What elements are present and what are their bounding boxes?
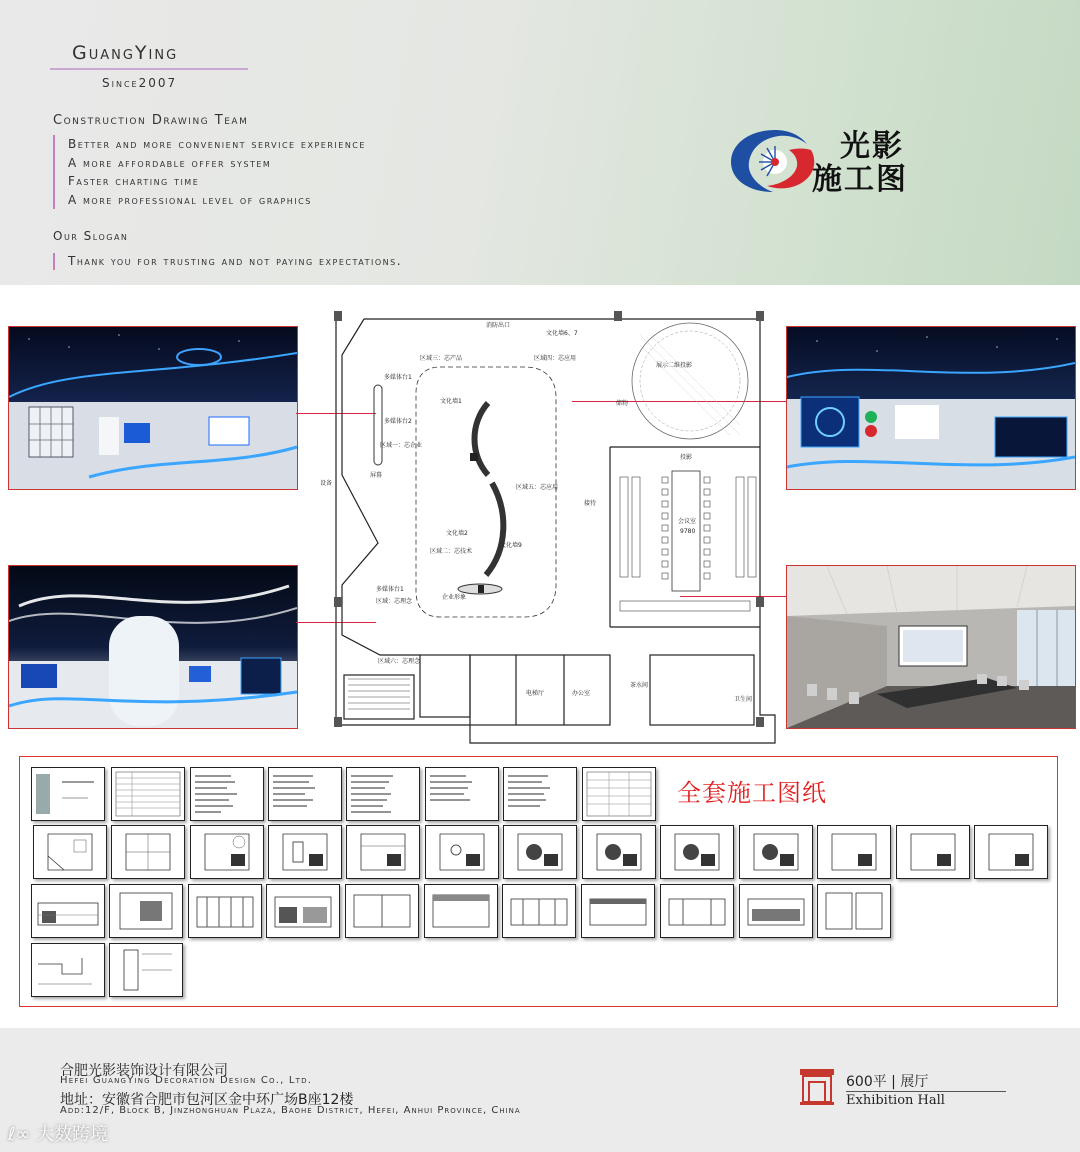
drawing-thumbnail <box>109 943 183 997</box>
drawing-thumbnail <box>581 884 655 938</box>
label-elevator: 电梯厅 <box>526 690 545 697</box>
label-area2: 区域二：芯技术 <box>430 548 473 555</box>
drawing-thumbnail <box>188 884 262 938</box>
label-toilet: 卫生间 <box>734 696 753 703</box>
drawing-thumbnail <box>31 767 105 821</box>
drawing-thumbnail <box>346 767 420 821</box>
meeting-room-render <box>786 565 1076 729</box>
exhibition-hall-render-1 <box>8 326 298 490</box>
label-reception: 接待 <box>584 500 597 507</box>
drawing-thumbnail <box>660 825 734 879</box>
label-area5: 区域五：芯应用 <box>516 484 559 491</box>
label-fire-exit: 消防出口 <box>486 322 511 329</box>
exhibition-hall-render-2 <box>786 326 1076 490</box>
drawing-thumbnail <box>582 767 656 821</box>
drawing-thumbnail <box>109 884 183 938</box>
label-office: 办公室 <box>572 690 591 697</box>
label-culture2: 文化墙2 <box>446 530 468 537</box>
drawing-thumbnail <box>111 767 185 821</box>
drawing-thumbnail <box>425 825 499 879</box>
drawing-thumbnail <box>582 825 656 879</box>
drawing-thumbnail <box>33 825 107 879</box>
drawing-thumbnail <box>268 825 342 879</box>
label-area-logo: 区域：芯理念 <box>376 598 413 605</box>
drawing-thumbnail <box>503 825 577 879</box>
label-storage: 储物 <box>616 400 629 407</box>
label-multimedia1: 多媒体台1 <box>384 374 412 381</box>
drawing-thumbnail <box>266 884 340 938</box>
label-enterprise-wall: 企业形象 <box>442 594 467 601</box>
address-en: Add:12/F, Block B, Jinzhonghuan Plaza, Baohe District, Hefei, Anhui Province, China <box>60 1105 521 1116</box>
feature-item: Faster charting time <box>68 174 200 189</box>
logo-swirl-icon <box>727 124 823 196</box>
drawing-thumbnail <box>817 884 891 938</box>
watermark-text: 大数跨境 <box>36 1124 109 1145</box>
area-size: 600平 <box>846 1074 887 1090</box>
logo-line-1: 光影 <box>840 129 904 164</box>
label-culture9: 文化墙9 <box>500 542 522 549</box>
drawing-thumbnail <box>896 825 970 879</box>
company-name-cn: 合肥光影装饰设计有限公司 <box>60 1063 228 1079</box>
label-area3: 区域三：芯产品 <box>420 355 463 362</box>
brand-name: GuangYing <box>72 42 179 64</box>
label-multimedia-lower: 多媒体台1 <box>376 586 404 593</box>
slogan-text: Thank you for trusting and not paying expectations. <box>53 253 402 270</box>
venue-type: 展厅 <box>900 1074 929 1090</box>
label-multimedia2: 多媒体台2 <box>384 418 412 425</box>
label-screen: 屏幕 <box>370 472 383 479</box>
feature-item: A more affordable offer system <box>68 155 272 170</box>
label-meeting: 会议室 <box>678 518 697 525</box>
feature-item: A more professional level of graphics <box>68 192 312 207</box>
drawing-thumbnail <box>31 884 105 938</box>
drawing-thumbnail <box>268 767 342 821</box>
label-projection: 投影 <box>680 454 693 461</box>
drawing-thumbnail <box>424 884 498 938</box>
label-lobby: 设备 <box>320 480 333 487</box>
address-cn: 地址：安徽省合肥市包河区金中环广场B座12楼 <box>60 1092 354 1108</box>
exhibition-hall-render-3 <box>8 565 298 729</box>
feature-item: Better and more convenient service experience <box>68 137 366 151</box>
drawing-thumbnail <box>739 825 813 879</box>
label-tea: 茶水间 <box>630 682 649 689</box>
area-type-label: 600平 | 展厅 <box>846 1074 929 1090</box>
drawing-thumbnail <box>190 825 264 879</box>
feature-list <box>53 135 366 209</box>
slogan-title: Our Slogan <box>53 229 129 243</box>
drawing-thumbnail <box>817 825 891 879</box>
label-culture-67: 文化墙6、7 <box>546 330 578 337</box>
drawing-thumbnail <box>190 767 264 821</box>
drawing-thumbnail <box>345 884 419 938</box>
label-area4: 区域四：芯应用 <box>534 355 577 362</box>
drawing-thumbnail <box>660 884 734 938</box>
floor-plan <box>320 305 780 745</box>
team-title: Construction Drawing Team <box>53 113 249 128</box>
drawing-set-title: 全套施工图纸 <box>677 779 827 807</box>
exhibition-building-icon <box>799 1068 835 1106</box>
venue-type-en: Exhibition Hall <box>846 1093 945 1108</box>
brand-divider <box>50 68 248 70</box>
area-divider <box>846 1091 1006 1092</box>
label-area6: 区域六：芯理念 <box>378 658 421 665</box>
logo-line-2: 施工图 <box>812 162 908 197</box>
label-meeting-size: 9780 <box>680 528 696 535</box>
watermark: ℓ∞ 大数跨境 <box>8 1124 109 1145</box>
logo-wordmark <box>812 130 942 196</box>
drawing-thumbnail <box>502 884 576 938</box>
label-holo: 展示二维投影 <box>656 362 693 369</box>
drawing-thumbnail <box>503 767 577 821</box>
drawing-thumbnail <box>974 825 1048 879</box>
drawing-thumbnail <box>31 943 105 997</box>
company-name-en: Hefei GuangYing Decoration Design Co., Ltd. <box>60 1075 313 1086</box>
drawing-thumbnail <box>739 884 813 938</box>
brand-since: Since2007 <box>102 76 178 90</box>
label-area1: 区域一：芯企业 <box>380 442 423 449</box>
drawing-thumbnail <box>346 825 420 879</box>
drawing-thumbnail <box>111 825 185 879</box>
drawing-thumbnail <box>425 767 499 821</box>
label-culture1: 文化墙1 <box>440 398 462 405</box>
